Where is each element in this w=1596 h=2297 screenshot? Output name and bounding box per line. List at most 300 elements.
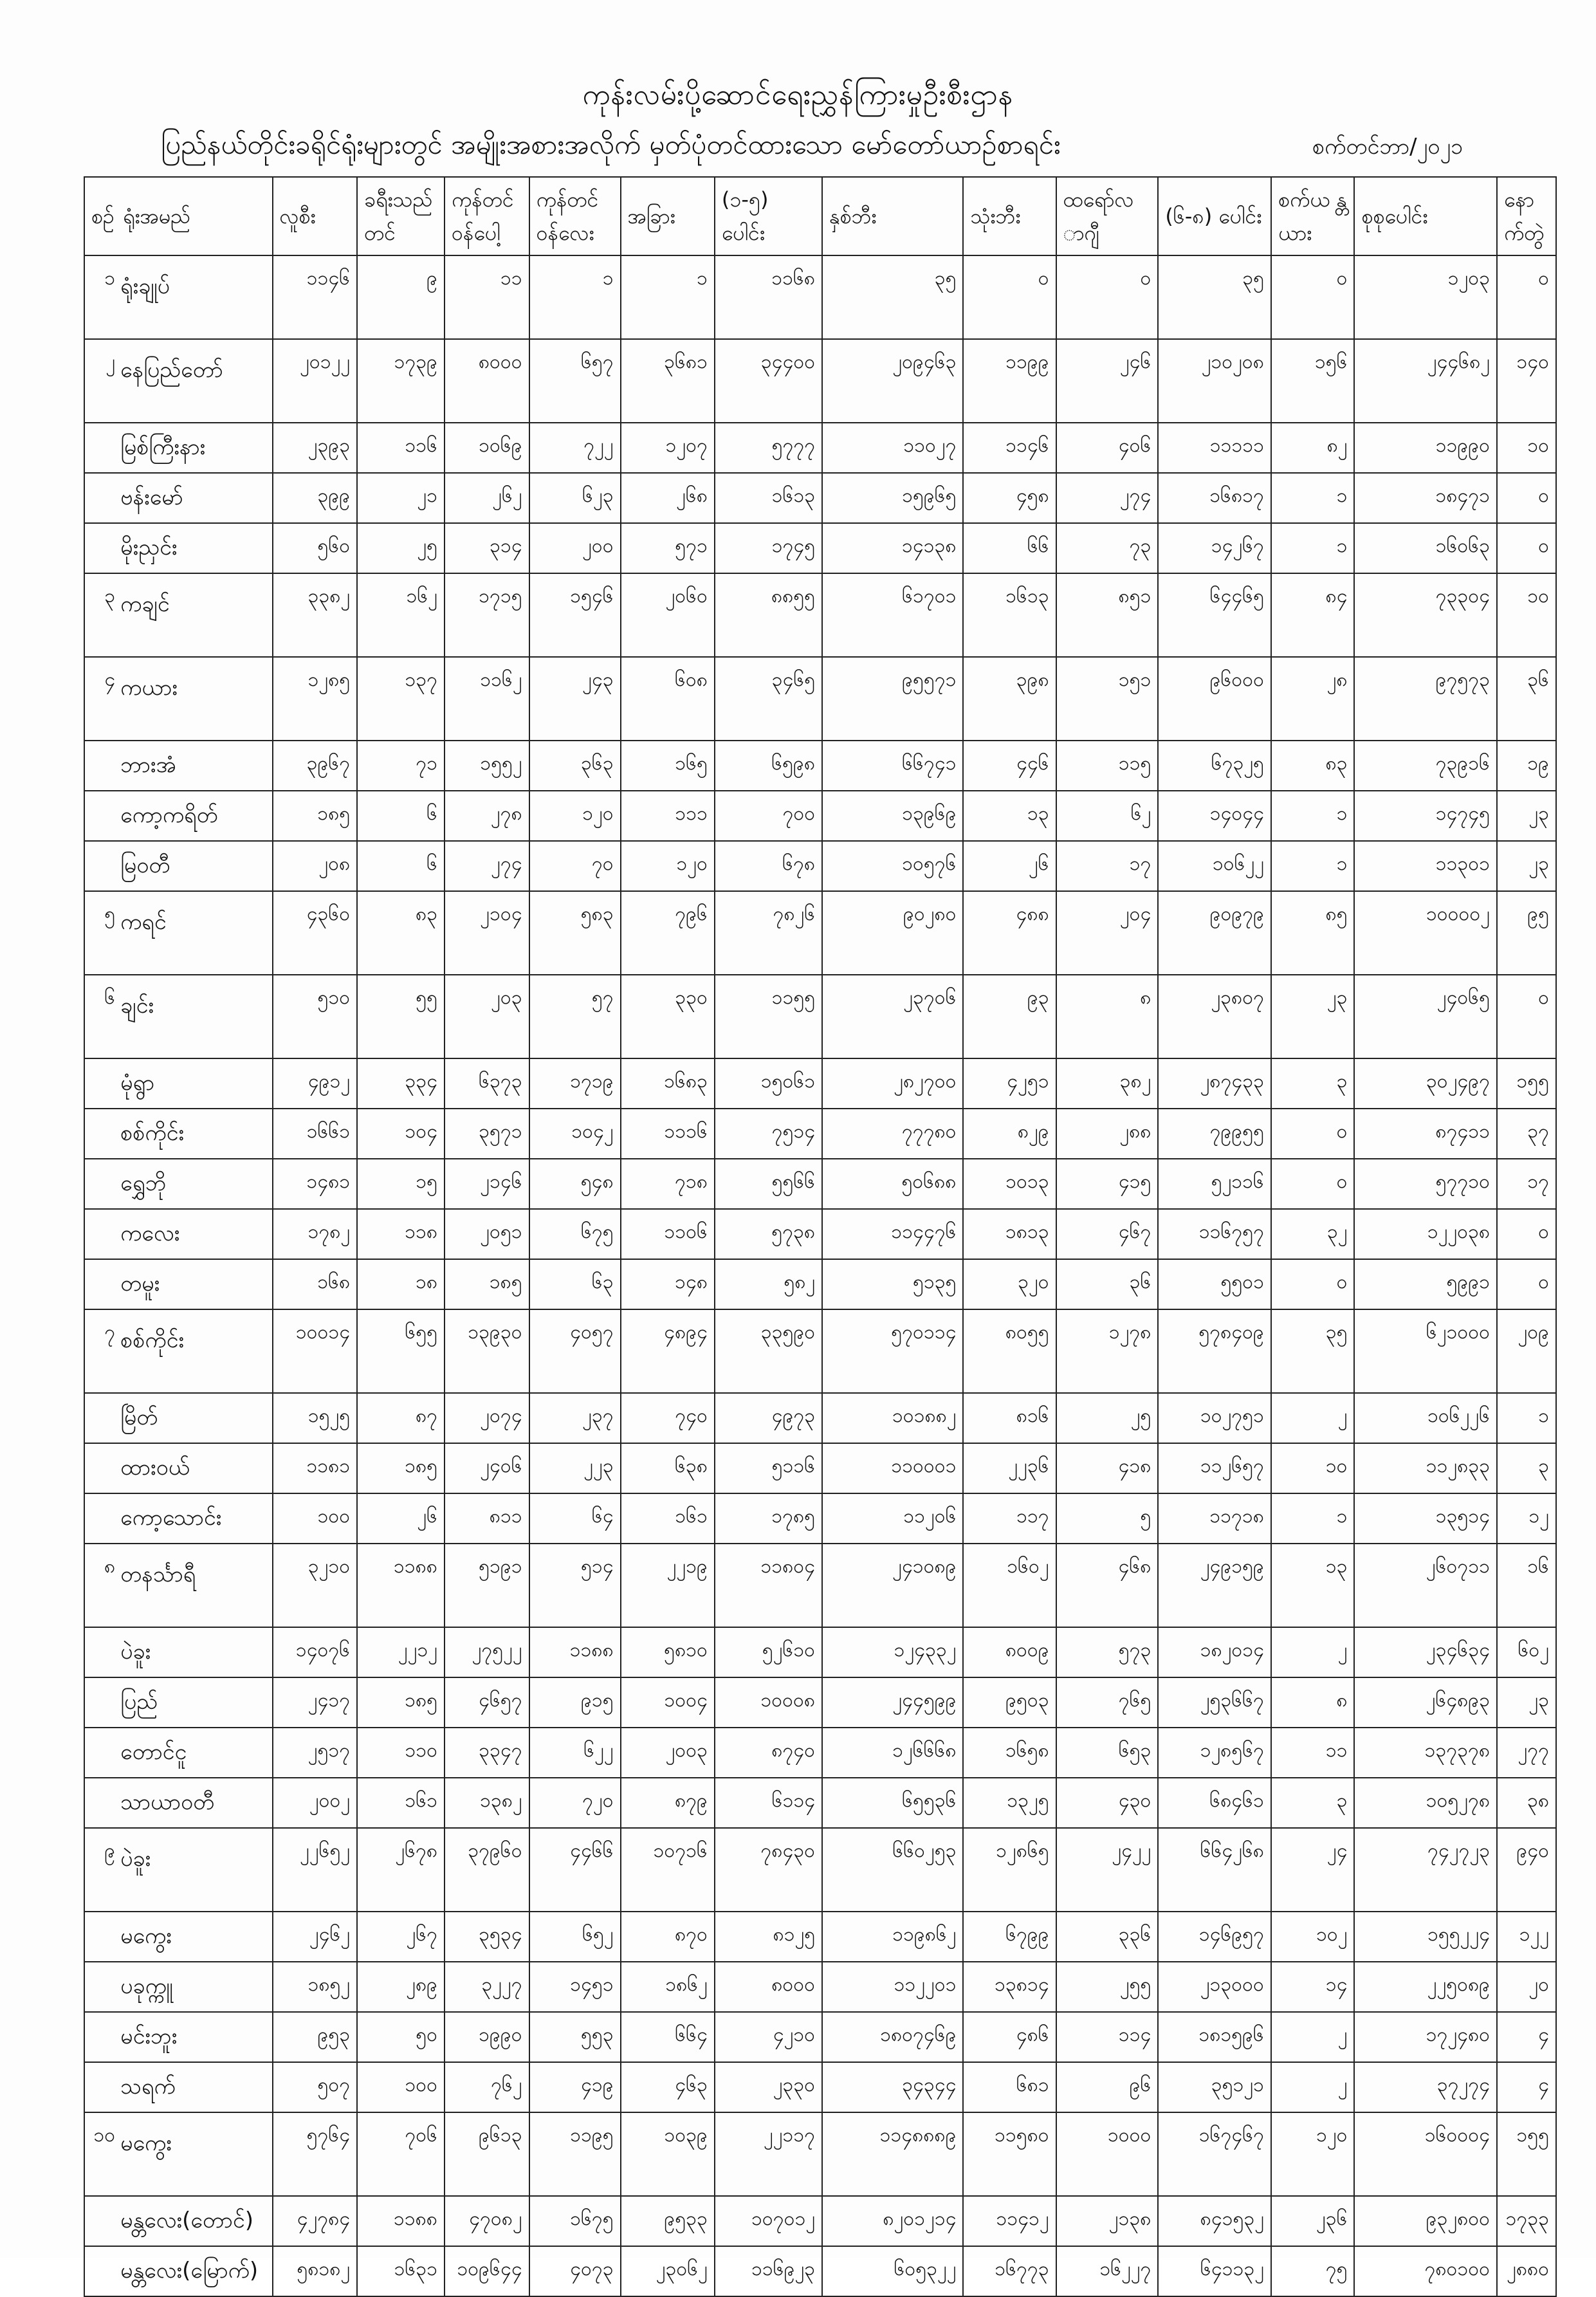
office-name: ထားဝယ် [116,1443,272,1493]
table-cell: ၁၅၅ [1497,2112,1556,2196]
column-header: ခရီးသည် တင် [357,177,445,255]
column-header: စဉ် [84,177,116,255]
table-row [84,573,1556,657]
table-cell: ၈၀၅၅ [963,1309,1056,1393]
table-cell: ၁၁၈၈ [529,1627,621,1677]
table-cell: ၈၇၀ [621,1912,715,1962]
table-cell: ၁၂၈၅ [273,657,358,741]
table-cell: ၁၁၄၈၈၈၉ [822,2112,963,2196]
table-cell: ၁၁၆၇၅၇ [1158,1209,1271,1259]
row-number [84,1259,116,1309]
table-cell: ၁၈၁၅၉၆ [1158,2012,1271,2062]
table-cell: ၄ [1497,2062,1556,2112]
table-cell: ၅၄၈ [529,1159,621,1209]
table-cell: ၁၇၃၃ [1497,2196,1556,2246]
column-header: စုစုပေါင်း [1354,177,1496,255]
table-cell: ၁၁၆၂ [445,657,529,741]
table-cell: ၃၆၈၁ [621,339,715,423]
table-cell: ၁၁၇၁၈ [1158,1493,1271,1544]
table-cell: ၀ [1497,255,1556,339]
table-row [84,1778,1556,1828]
table-cell: ၃၃၀ [621,975,715,1058]
table-cell: ၃၆၃ [529,741,621,791]
table-cell: ၁၆၈၃ [621,1058,715,1109]
table-cell: ၆ [357,841,445,891]
table-cell: ၅၂၁၁၆ [1158,1159,1271,1209]
table-cell: ၁၁၄၄၇၆ [822,1209,963,1259]
table-cell: ၈၅ [1271,891,1355,975]
table-cell: ၄၀၅၇ [529,1309,621,1393]
table-cell: ၇၆၅ [1056,1677,1159,1728]
column-header: လူစီး [273,177,358,255]
table-cell: ၅၉၉၁ [1354,1259,1496,1309]
table-cell: ၁၀ [1497,423,1556,473]
table-cell: ၃၇ [1497,1109,1556,1159]
table-cell: ၁၁၄၁၂ [963,2196,1056,2246]
table-cell: ၃၉၉ [273,473,358,523]
table-cell: ၁၁၃၀၁ [1354,841,1496,891]
table-cell: ၁၀၅၂၇၈ [1354,1778,1496,1828]
office-name: ရွှေဘို [116,1159,272,1209]
table-cell: ၄၉၇၃ [715,1393,822,1443]
table-cell: ၂၄ [1271,1828,1355,1912]
table-cell: ၄၅၈ [963,473,1056,523]
table-cell: ၁၀၀ [273,1493,358,1544]
table-cell: ၆၆၄၂၆၈ [1158,1828,1271,1912]
office-title: ကုန်းလမ်းပို့ဆောင်ရေးညွှန်ကြားမှုဦးစီးဌာန [582,78,1014,111]
table-cell: ၁၆၂ [357,573,445,657]
table-cell: ၂၂၆၅၂ [273,1828,358,1912]
table-cell: ၁၈၄၇၁ [1354,473,1496,523]
table-cell: ၁၁၀ [357,1728,445,1778]
table-cell: ၃၅၃၄ [445,1912,529,1962]
table-cell: ၂၃၇၀၆ [822,975,963,1058]
table-cell: ၆၁၁၄ [715,1778,822,1828]
table-cell: ၁ [529,255,621,339]
table-cell: ၉၀၉၇၉ [1158,891,1271,975]
table-cell: ၃၅၇၁ [445,1109,529,1159]
table-cell: ၁၀၆၂၂ [1158,841,1271,891]
table-cell: ၅၀ [357,2012,445,2062]
table-cell: ၂၁ [357,473,445,523]
table-cell: ၁၃၉၃၀ [445,1309,529,1393]
table-cell: ၁၃၅၁၄ [1354,1493,1496,1544]
table-cell: ၂၀၄ [1056,891,1159,975]
table-cell: ၅၈၁၈၂ [273,2246,358,2296]
table-cell: ၄၆၅၇ [445,1677,529,1728]
table-cell: ၁၂၀ [529,791,621,841]
table-cell: ၀ [1271,1109,1355,1159]
table-cell: ၈ [1056,975,1159,1058]
table-cell: ၁၂၂၀၃၈ [1354,1209,1496,1259]
table-cell: ၁၅၉၆၅ [822,473,963,523]
table-cell: ၇၇၇၈၀ [822,1109,963,1159]
table-row [84,2062,1556,2112]
table-cell: ၇၃ [1056,523,1159,573]
table-cell: ၉၁၅ [529,1677,621,1728]
row-number [84,1728,116,1778]
table-cell: ၆၇၅ [529,1209,621,1259]
table-cell: ၁၂၈၅၆၇ [1158,1728,1271,1778]
office-name: မိုးညှင်း [116,523,272,573]
row-number [84,2062,116,2112]
table-cell: ၁၇၈၅ [715,1493,822,1544]
table-cell: ၂၂၁၂ [357,1627,445,1677]
row-number: ၆ [84,975,116,1058]
table-cell: ၉၃၂၈၀၀ [1354,2196,1496,2246]
row-number [84,1393,116,1443]
table-cell: ၁၁၈၈ [357,2196,445,2246]
table-cell: ၂ [1271,2062,1355,2112]
table-cell: ၁၆၇၇၃ [963,2246,1056,2296]
table-cell: ၃၃၅၉၀ [715,1309,822,1393]
table-cell: ၂၇၇ [1497,1728,1556,1778]
table-cell: ၂၃၉၃ [273,423,358,473]
table-cell: ၃ [1497,1443,1556,1493]
row-number: ၄ [84,657,116,741]
table-cell: ၁၅၂၅ [273,1393,358,1443]
table-cell: ၁၁၉၈၆၂ [822,1912,963,1962]
office-name: မြဝတီ [116,841,272,891]
table-cell: ၃၃၄ [357,1058,445,1109]
table-row [84,1912,1556,1962]
table-row [84,1109,1556,1159]
table-cell: ၁၁၂၀၆ [822,1493,963,1544]
table-cell: ၁၄၅၁ [529,1962,621,2012]
column-header: သုံးဘီး [963,177,1056,255]
table-cell: ၉၄၀ [1497,1828,1556,1912]
table-cell: ၈၁၁ [445,1493,529,1544]
column-header: ရုံးအမည် [116,177,272,255]
table-cell: ၆၃၈ [621,1443,715,1493]
table-cell: ၅၅ [357,975,445,1058]
table-row [84,523,1556,573]
table-row [84,975,1556,1058]
table-cell: ၆၅၇ [529,339,621,423]
report-subtitle: ပြည်နယ်တိုင်းခရိုင်ရုံးများတွင် အမျိုးအစားအလိုက် မှတ်ပုံတင်ထားသော မော်တော်ယာဉ်စာရင်း [161,129,1061,160]
table-cell: ၁၀၀ [357,2062,445,2112]
table-cell: ၁၄၇၄၅ [1354,791,1496,841]
table-row [84,1209,1556,1259]
table-cell: ၈၂၉ [963,1109,1056,1159]
office-name: မြစ်ကြီးနား [116,423,272,473]
table-cell: ၃၅ [1271,1309,1355,1393]
table-cell: ၁၆၁၃ [715,473,822,523]
table-cell: ၂၀ [1497,1962,1556,2012]
row-number [84,1962,116,2012]
table-cell: ၀ [1497,975,1556,1058]
table-cell: ၈၃ [1271,741,1355,791]
table-cell: ၂၆၈ [621,473,715,523]
table-cell: ၁၀ [1271,1443,1355,1493]
table-cell: ၁၅ [357,1159,445,1209]
table-cell: ၈၀၀၀ [715,1962,822,2012]
table-cell: ၁၁၈ [357,1209,445,1259]
column-header: ကုန်တင် ဝန်လေး [529,177,621,255]
table-cell: ၁၅၅ [1497,1058,1556,1109]
table-cell: ၃၁၄ [445,523,529,573]
table-cell: ၄၁၅ [1056,1159,1159,1209]
table-cell: ၁၄၀ [1497,339,1556,423]
table-cell: ၀ [1271,1259,1355,1309]
row-number [84,423,116,473]
office-name: ကယား [116,657,272,741]
table-cell: ၁၅၆ [1271,339,1355,423]
row-number [84,1677,116,1728]
row-number [84,1109,116,1159]
table-cell: ၁၃၉၆၉ [822,791,963,841]
table-cell: ၈၇၄၁၁ [1354,1109,1496,1159]
table-cell: ၉၆၁၃ [445,2112,529,2196]
table-cell: ၅၅၀၁ [1158,1259,1271,1309]
table-cell: ၁၅၅၂၂၄ [1354,1912,1496,1962]
table-cell: ၁၀၃၉ [621,2112,715,2196]
vehicle-registration-table [84,176,1557,2297]
table-cell: ၁၄၁၃၈ [822,523,963,573]
table-cell: ၂၆၂ [445,473,529,523]
table-cell: ၄၈၆ [963,2012,1056,2062]
table-row [84,2012,1556,2062]
table-cell: ၁၀၇၀၁၂ [715,2196,822,2246]
table-cell: ၂၆၇ [357,1912,445,1962]
row-number [84,1443,116,1493]
table-cell: ၀ [963,255,1056,339]
table-cell: ၁၀ [1497,573,1556,657]
table-cell: ၆၅၃ [1056,1728,1159,1778]
table-cell: ၁ [1271,473,1355,523]
table-cell: ၁၈၅ [445,1259,529,1309]
table-cell: ၁၁၈၈ [357,1544,445,1627]
table-cell: ၁ [1271,523,1355,573]
row-number [84,1778,116,1828]
table-row [84,1159,1556,1209]
table-row [84,473,1556,523]
table-cell: ၁၆၅ [621,741,715,791]
table-cell: ၆၇၈ [715,841,822,891]
table-cell: ၁၀၆၂၂၆ [1354,1393,1496,1443]
table-cell: ၉၇၅၇၃ [1354,657,1496,741]
table-row [84,2112,1556,2196]
office-name: ကော့ကရိတ် [116,791,272,841]
table-cell: ၃၇၂၇၄ [1354,2062,1496,2112]
table-cell: ၁၃၇၃၇၈ [1354,1728,1496,1778]
table-cell: ၂၅၅ [1056,1962,1159,2012]
table-cell: ၁၀၂ [1271,1912,1355,1962]
table-cell: ၁၉၉၀ [445,2012,529,2062]
table-cell: ၁၀၇၁၆ [621,1828,715,1912]
table-cell: ၂၆ [963,841,1056,891]
table-cell: ၁၀၂၇၅၁ [1158,1393,1271,1443]
table-cell: ၈၄၁၅၃၂ [1158,2196,1271,2246]
table-cell: ၆၁၇၀၁ [822,573,963,657]
table-cell: ၂၀၈ [273,841,358,891]
table-cell: ၁၈၆၂ [621,1962,715,2012]
table-cell: ၁၆၀၂ [963,1544,1056,1627]
table-cell: ၂၃၆ [1271,2196,1355,2246]
table-cell: ၅၇၈၄၀၉ [1158,1309,1271,1393]
table-cell: ၇၈၀၁၀၀ [1354,2246,1496,2296]
table-cell: ၇၈၂၆ [715,891,822,975]
table-cell: ၅၀၇ [273,2062,358,2112]
table-cell: ၂၈၂၇၀၀ [822,1058,963,1109]
table-cell: ၄၀၇၃ [529,2246,621,2296]
table-row [84,2246,1556,2296]
table-cell: ၂၆ [357,1493,445,1544]
table-cell: ၁၃၈၁၄ [963,1962,1056,2012]
table-cell: ၂၂၅၀၈၉ [1354,1962,1496,2012]
table-cell: ၈၂ [1271,423,1355,473]
table-cell: ၁၈၀၇၄၆၉ [822,2012,963,2062]
table-cell: ၂၃၄၆၃၄ [1354,1627,1496,1677]
table-cell: ၈၄ [1271,573,1355,657]
table-row [84,1677,1556,1728]
table-cell: ၁၁၅၈၀ [963,2112,1056,2196]
table-cell: ၉၅၃ [273,2012,358,2062]
table-cell: ၃၅၁၂၁ [1158,2062,1271,2112]
table-cell: ၇၈၄၃၀ [715,1828,822,1912]
table-cell: ၁၅၁ [1056,657,1159,741]
table-cell: ၃၆ [1497,657,1556,741]
table-cell: ၉ [357,255,445,339]
table-cell: ၂၃ [1497,1677,1556,1728]
column-header: နှစ်ဘီး [822,177,963,255]
table-cell: ၄၄၆ [963,741,1056,791]
office-name: ရုံးချုပ် [116,255,272,339]
table-cell: ၇၅ [1271,2246,1355,2296]
table-row [84,791,1556,841]
table-cell: ၂၁၄၆ [445,1159,529,1209]
table-cell: ၇၄၂၇၂၃ [1354,1828,1496,1912]
row-number [84,2196,116,2246]
table-cell: ၃၂၁၀ [273,1544,358,1627]
table-row [84,1828,1556,1912]
column-header: အခြား [621,177,715,255]
table-cell: ၁၀၄ [357,1109,445,1159]
table-cell: ၁၃၈၂ [445,1778,529,1828]
table-cell: ၄၆၇ [1056,1209,1159,1259]
office-name: သရက် [116,2062,272,2112]
office-name: မကွေး [116,1912,272,1962]
table-cell: ၁၆၅၈ [963,1728,1056,1778]
table-cell: ၃ [1271,1058,1355,1109]
table-cell: ၂၂၃၆ [963,1443,1056,1493]
table-cell: ၁၀၀၀ [1056,2112,1159,2196]
table-cell: ၅၈၂ [715,1259,822,1309]
table-cell: ၆၂၂ [529,1728,621,1778]
table-cell: ၇၁ [357,741,445,791]
table-cell: ၂၀၀၃ [621,1728,715,1778]
table-cell: ၁၈၅ [357,1677,445,1728]
table-cell: ၁၁၈၀၄ [715,1544,822,1627]
table-cell: ၁၂၀ [1271,2112,1355,2196]
office-name: ချင်း [116,975,272,1058]
table-row [84,1544,1556,1627]
table-row [84,1962,1556,2012]
table-cell: ၆၂၃ [529,473,621,523]
table-cell: ၁၈၂၀၁၄ [1158,1627,1271,1677]
table-cell: ၂၀၀ [529,523,621,573]
table-cell: ၁၂၇၈ [1056,1309,1159,1393]
row-number [84,1058,116,1109]
table-cell: ၆၈၄၆၁ [1158,1778,1271,1828]
table-row [84,2196,1556,2246]
row-number [84,791,116,841]
table-cell: ၁၁၂၂၀၁ [822,1962,963,2012]
office-name: စစ်ကိုင်း [116,1309,272,1393]
table-cell: ၁၀၁၃ [963,1159,1056,1209]
row-number: ၅ [84,891,116,975]
office-name: တမူး [116,1259,272,1309]
table-cell: ၅၀၆၈၈ [822,1159,963,1209]
table-cell: ၃၈ [1497,1778,1556,1828]
table-cell: ၉၅၃၃ [621,2196,715,2246]
table-cell: ၇၁၈ [621,1159,715,1209]
table-row [84,1058,1556,1109]
table-cell: ၅၁၉၁ [445,1544,529,1627]
table-cell: ၂၄၄၆၈၂ [1354,339,1496,423]
table-body [84,255,1556,2296]
table-cell: ၁၂၆၆၆၈ [822,1728,963,1778]
table-cell: ၁၁၆၈ [715,255,822,339]
table-cell: ၆၅၅၃၆ [822,1778,963,1828]
table-cell: ၁၂၄၃၃၂ [822,1627,963,1677]
table-cell: ၅၁၁၆ [715,1443,822,1493]
table-cell: ၀ [1497,473,1556,523]
table-cell: ၁၁၉၉ [963,339,1056,423]
office-name: ပဲခူး [116,1627,272,1677]
table-cell: ၁၆၇၅ [529,2196,621,2246]
table-cell: ၆၅၅ [357,1309,445,1393]
table-cell: ၂၀၅၁ [445,1209,529,1259]
table-cell: ၁ [1271,841,1355,891]
table-cell: ၂၇၅၂၂ [445,1627,529,1677]
table-cell: ၂၆၇၈ [357,1828,445,1912]
table-cell: ၅၁၄ [529,1544,621,1627]
table-cell: ၆ [357,791,445,841]
table-cell: ၁၈၁၃ [963,1209,1056,1259]
table-cell: ၂၇၈ [445,791,529,841]
table-cell: ၁ [1497,1393,1556,1443]
table-cell: ၂၃၃၀ [715,2062,822,2112]
column-header: (၁-၅) ပေါင်း [715,177,822,255]
table-cell: ၁၀၆၉ [445,423,529,473]
table-cell: ၁၄၈ [621,1259,715,1309]
table-cell: ၄၆၃ [621,2062,715,2112]
table-cell: ၁၂၂ [1497,1912,1556,1962]
table-cell: ၂၇၄ [445,841,529,891]
table-cell: ၁၆၈၁၇ [1158,473,1271,523]
row-number [84,1159,116,1209]
table-cell: ၁၀၅၇၆ [822,841,963,891]
table-cell: ၂၁၃၀၀၀ [1158,1962,1271,2012]
table-cell: ၄၁၈ [1056,1443,1159,1493]
row-number [84,2012,116,2062]
row-number [84,1627,116,1677]
table-cell: ၁၃ [963,791,1056,841]
table-cell: ၁၀၁၈၈၂ [822,1393,963,1443]
table-cell: ၉၅ [1497,891,1556,975]
table-cell: ၁၄၂၆၇ [1158,523,1271,573]
table-cell: ၀ [1497,1259,1556,1309]
table-cell: ၂၇၄ [1056,473,1159,523]
table-cell: ၁၈ [357,1259,445,1309]
table-cell: ၁၁၀၀၀၁ [822,1443,963,1493]
table-cell: ၁၅၅၂ [445,741,529,791]
table-cell: ၁၄၆၉၅၇ [1158,1912,1271,1962]
table-cell: ၁၁၁၆ [621,1109,715,1159]
table-cell: ၁၀၀၁၄ [273,1309,358,1393]
table-cell: ၈၀၀၀ [445,339,529,423]
